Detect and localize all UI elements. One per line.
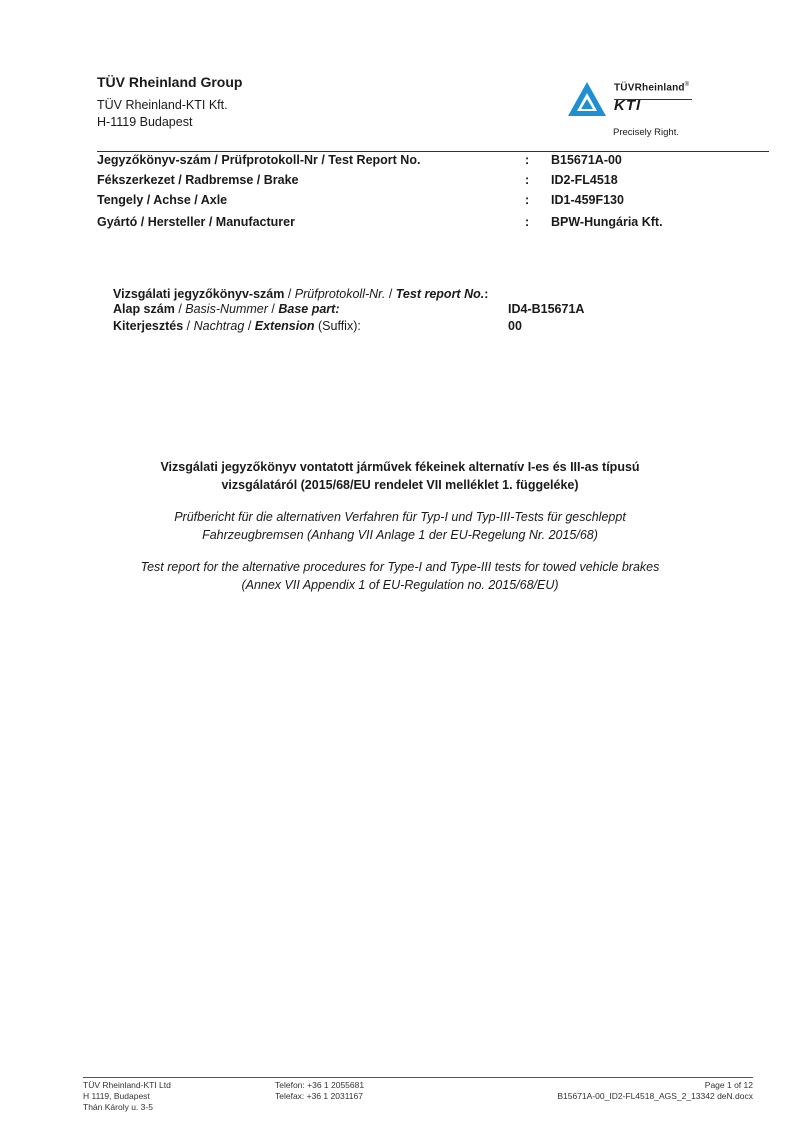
- footer-divider: [83, 1077, 753, 1078]
- footer-contact: Telefon: +36 1 2055681 Telefax: +36 1 2031167: [275, 1080, 365, 1101]
- info-row-axle: [97, 193, 777, 213]
- company-subsidiary: TÜV Rheinland-KTI Kft.: [97, 98, 228, 112]
- file-name: B15671A-00_ID2-FL4518_AGS_2_13342 deN.docx: [557, 1091, 753, 1101]
- info-value: ID2-FL4518: [551, 173, 618, 187]
- info-colon: :: [525, 153, 530, 167]
- extension-value: 00: [508, 319, 522, 333]
- info-value: B15671A-00: [551, 153, 622, 167]
- info-label: Gyártó / Hersteller / Manufacturer: [97, 215, 295, 229]
- info-value: BPW-Hungária Kft.: [551, 215, 663, 229]
- title-german: Prüfbericht für die alternativen Verfahren für Typ-I und Typ-III-Tests für geschleppt Fahrzeugbremsen (Anhang VII Anlage 1 der EU-Regelung Nr. 2015/68): [174, 510, 626, 542]
- reference-line-base-part: Alap szám / Basis-Nummer / Base part: ID4-B15671A: [113, 302, 585, 316]
- page-number: Page 1 of 12: [704, 1080, 753, 1090]
- company-city: H-1119 Budapest: [97, 115, 193, 129]
- info-colon: :: [525, 173, 530, 187]
- info-row-brake: [97, 173, 777, 193]
- info-value: ID1-459F130: [551, 193, 624, 207]
- footer-address: TÜV Rheinland-KTI Ltd H 1119, Budapest Thán Károly u. 3-5: [83, 1080, 171, 1112]
- reference-line-extension: Kiterjesztés / Nachtrag / Extension (Suffix): 00: [113, 319, 522, 333]
- logo-brand: TÜVRheinland®: [614, 82, 690, 94]
- reference-line-report-no: Vizsgálati jegyzőkönyv-szám / Prüfprotokoll-Nr. / Test report No.:: [113, 287, 489, 301]
- info-label: Tengely / Achse / Axle: [97, 193, 228, 207]
- logo-tagline: Precisely Right.: [613, 127, 679, 138]
- title-english: Test report for the alternative procedures for Type-I and Type-III tests for towed vehicle brakes (Annex VII Appendix 1 of EU-Regulation no. 2015/68/EU): [140, 560, 660, 592]
- base-part-value: ID4-B15671A: [508, 302, 585, 316]
- company-name: TÜV Rheinland Group: [97, 74, 243, 90]
- info-label: Jegyzőkönyv-szám / Prüfprotokoll-Nr / Test Report No.: [97, 153, 421, 167]
- info-colon: :: [525, 215, 530, 229]
- info-label: Fékszerkezet / Radbremse / Brake: [97, 173, 299, 187]
- info-row-manufacturer: [97, 215, 777, 235]
- tuv-triangle-icon: [566, 80, 608, 118]
- header-divider: [97, 151, 769, 152]
- info-colon: :: [525, 193, 530, 207]
- footer-page-info: [420, 1080, 753, 1102]
- logo-kti: KTI: [614, 97, 642, 114]
- title-hungarian: Vizsgálati jegyzőkönyv vontatott járművek fékeinek alternatív I-es és III-as típusú vizsgálatáról (2015/68/EU rendelet VII melléklet 1. függeléke): [160, 460, 640, 492]
- info-row-report-no: [97, 153, 777, 173]
